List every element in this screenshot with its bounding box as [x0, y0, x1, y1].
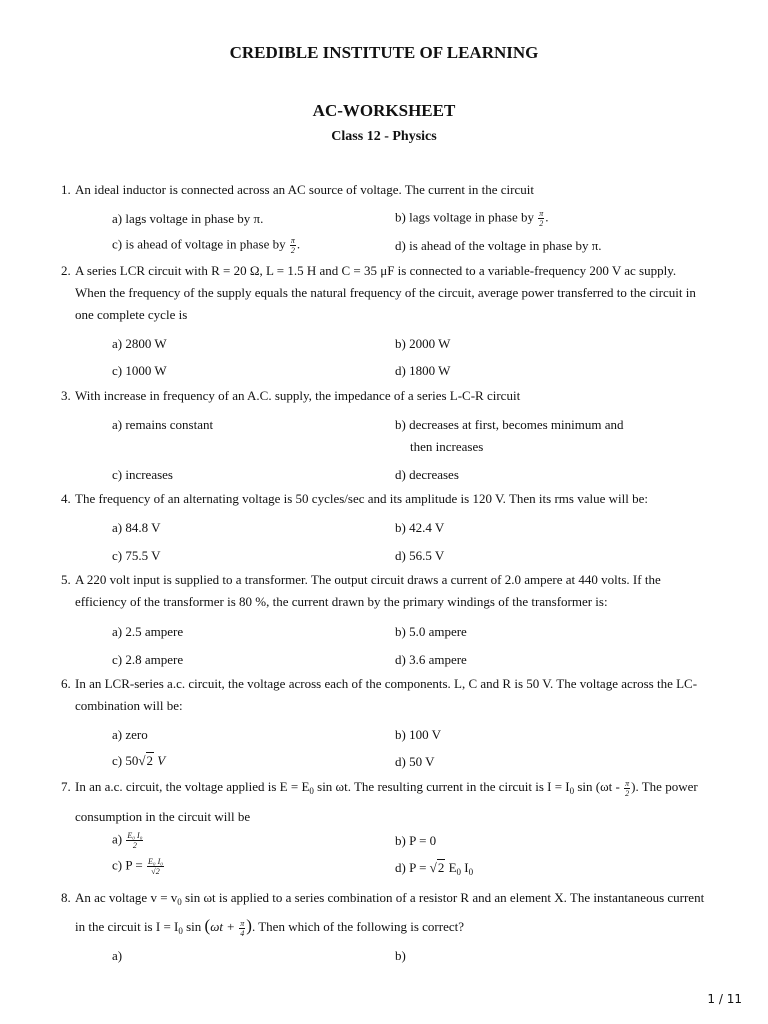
option-d: d) P = √2 $E_0$ $I_0$ — [395, 860, 474, 877]
question-number: 1. — [61, 182, 71, 197]
question-2: 2. A series LCR circuit with R = 20 Ω, L = 1.5 H and C = 35 μF is connected to a variable-frequency 200 V ac supply. When the frequency of the supply equals the natural frequency of the circuit, average power transferred to the circuit in one complete cycle is — [61, 263, 696, 322]
question-4: 4. The frequency of an alternating voltage is 50 cycles/sec and its amplitude is 120 V. Then its rms value will be: — [61, 491, 648, 506]
option-d: d) 3.6 ampere — [395, 652, 467, 667]
question-6: 6. In an LCR-series a.c. circuit, the voltage across each of the components. L, C and R is 50 V. The voltage across the LC- combination will be: — [61, 676, 698, 713]
option-c: c) 75.5 V — [112, 548, 161, 563]
option-a: a) remains constant — [112, 417, 214, 432]
option-c: c) P = $\frac{\text{E₀ I₀}}{√2}$ — [112, 857, 164, 876]
option-a: a) — [112, 948, 123, 963]
option-d: d) 50 V — [395, 754, 435, 769]
option-a: a) 2.5 ampere — [112, 624, 184, 639]
option-b: b) lags voltage in phase by $\frac{\pi}{2}$ . — [395, 209, 549, 228]
institute-title: CREDIBLE INSTITUTE OF LEARNING — [229, 43, 539, 62]
question-1 — [61, 179, 731, 201]
option-d: d) 56.5 V — [395, 548, 445, 563]
option-a: a) 84.8 V — [112, 520, 161, 535]
option-d: d) is ahead of the voltage in phase by π. — [395, 238, 602, 253]
option-a: a) $\frac{\text{E₀ I₀}}{2}$ — [112, 831, 143, 850]
option-c: c) increases — [112, 467, 173, 482]
option-a: a) lags voltage in phase by π. — [112, 211, 264, 226]
option-a: a) 2800 W — [112, 336, 167, 351]
question-5: 5. A 220 volt input is supplied to a transformer. The output circuit draws a current of 2.0 ampere at 440 volts. If the efficiency of the transformer is 80 %, the current drawn by the primary windings of the transformer is: — [61, 572, 661, 609]
option-b: b) — [395, 948, 406, 963]
option-c: c) 50√2 V — [112, 753, 166, 768]
worksheet-title: AC-WORKSHEET — [312, 101, 456, 120]
option-b: b) 5.0 ampere — [395, 624, 467, 639]
option-b: b) 42.4 V — [395, 520, 445, 535]
question-8: 8. An ac voltage $v = v_0$ sin ωt is applied to a series combination of a resistor R and an element X. The instantaneous current in the circuit is $I = I_0$ sin (ωt + $\frac{\pi}{4}$ ). Then which of the following is correct? — [61, 890, 705, 938]
option-d: d) 1800 W — [395, 363, 451, 378]
question-7: 7. In an a.c. circuit, the voltage applied is $E = E_0$ sin ωt. The resulting current in the circuit is $I = I_0$ sin (ωt - $\frac{\pi}{2}$ ). The power consumption in the circuit will be — [61, 778, 698, 824]
option-b: b) P = 0 — [395, 833, 437, 848]
question-text: An ideal inductor is connected across an AC source of voltage. The current in the circuit — [75, 182, 534, 197]
option-b: b) decreases at first, becomes minimum and — [395, 417, 624, 432]
option-b: b) 2000 W — [395, 336, 451, 351]
option-d: d) decreases — [395, 467, 459, 482]
option-c: c) is ahead of voltage in phase by $\frac{\pi}{2}$ . — [112, 236, 301, 255]
option-a: a) zero — [112, 727, 148, 742]
option-c: c) 1000 W — [112, 363, 167, 378]
option-b-cont: then increases — [410, 439, 484, 454]
option-b: b) 100 V — [395, 727, 441, 742]
page-number: 1 / 11 — [707, 992, 742, 1006]
question-3: 3. With increase in frequency of an A.C. supply, the impedance of a series L-C-R circuit — [61, 388, 521, 403]
class-subtitle: Class 12 - Physics — [331, 129, 437, 144]
option-c: c) 2.8 ampere — [112, 652, 184, 667]
